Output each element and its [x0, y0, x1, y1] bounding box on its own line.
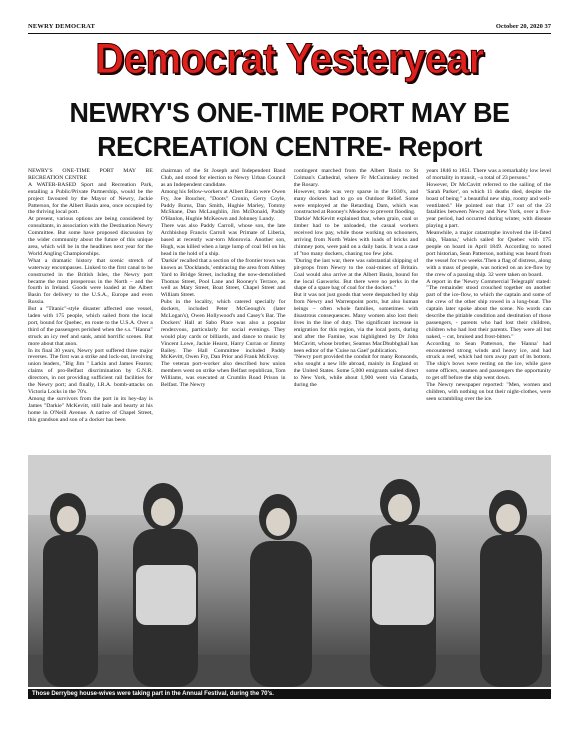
page-header — [28, 23, 551, 34]
paragraph: 'Darkie' recalled that a section of the frontier town was known as 'Docklands,' embracing the area from Abbey Yard to Bridge Street, including the now-demolished Thomas Street, Pool Lane and Rooney's Terrace, as well as Mary Street, Boat Street, Chapel Street and William Street. — [160, 257, 286, 299]
paragraph: However, trade was very sparse in the 1930's, and many dockers had to go on Outdoor Relief. Some were employed at the Retarding Dam, which was constructed at Rooney's Meadow to prevent flooding. — [293, 188, 419, 216]
paragraph: The veteran port-worker also described how union members went on strike when Belfast republican, Tom Williams, was executed at Crumlin Road Prison in Belfast. The Newry — [160, 361, 286, 389]
issue-date-page: October 20, 2020 37 — [495, 23, 551, 30]
article-headline — [28, 96, 551, 164]
paragraph: "Newry port provided the conduit for many Ronsonds, who sought a new life abroad, mainly in England or the United States. Some 5,000 emigrants sailed direct to New York, while about 1,900 went via Canada, during the — [293, 354, 419, 389]
article-column-4 — [426, 168, 551, 468]
paragraph: years 1846 to 1851. There was a remarkably low level of mortality in transit, –a total of 23 persons." — [426, 168, 551, 181]
paragraph: The Newry newspaper reported: "Men, women and children, with nothing on but their night-clothes, were seen scrambling over the ice. — [426, 382, 551, 402]
paragraph: contingent marched from the Albert Basin to St Colman's Cathedral, where Fr McCuimskey recited the Rosary. — [293, 168, 419, 188]
headline-line-1: NEWRY'S ONE-TIME PORT MAY BE — [69, 97, 510, 128]
article-body — [28, 168, 551, 468]
article-column-3 — [294, 168, 419, 468]
archive-photo — [28, 455, 551, 687]
paragraph: But it was not just goods that were despatched by ship from Newry and Warrenpoint ports, but also human beings – often whole families, sometimes with disastrous consequences. Many women also lost their lives in the line of duty. The significant increase in emigration for this region, via the local ports, during and after the Famine, was highlighted by Dr John McCavitt, whose brother, Seamus MacDhubhghail has been editor of the 'Cuise na Gael' publication. — [293, 292, 419, 354]
paragraph: However, Dr McCavitt referred to the sailing of the 'Sarah Parker', on which 11 deaths died, despite the boast of being " a beautiful new ship, roomy and well-ventilated." He pointed out that 17 out of the 23 fatalities between Newry and New York, over a five-year period, had occurred during winter, with disease playing a part. — [426, 181, 551, 230]
paragraph: chairman of the St Joseph and Independent Band Club, and stood for election to Newry Urban Council as an Independent candidate. — [160, 168, 286, 188]
paragraph: Meanwhile, a major catastrophe involved the ill-fated ship, 'Hanna,' which sailed for Quebec with 175 people on board in April 1849. According to noted port historian, Sean Patterson, nothing was heard from the vessel for two weeks.'Then a flag of distress, along with a mass of people, was noticed on an ice-flow by the crew of a passing ship. 32 were taken on board. — [426, 230, 551, 278]
paragraph: According to Sean Patterson, the 'Hanna' had encountered strong winds and heavy ice, and had struck a reef, which had torn away part of its bottom. The ship's bows were resting on the ice, while gave some officers, seamen and passengers the opportunity to get off before the ship went down. — [426, 340, 551, 382]
paragraph: There was also Paddy Carroll, whose son, the late Archbishop Francis Carroll was Primate of Liberia, based at recently war-torn Monrovia. Another son, Hugh, was killed when a large lump of coal fell on his head in the hold of a ship. — [160, 223, 286, 257]
paragraph: But a "Titanic"-style disaster affected one vessel, laden with 175 people, which sailed from the local port, bound for Quebec, en route to the U.S.A. Over a third of the passengers perished when the s.s. "Hanna" struck an icy reef and sank, amid horrific scenes. But more about that anon. — [28, 306, 153, 347]
section-banner: Democrat Yesteryear — [95, 35, 484, 83]
publication-name: NEWRY DEMOCRAT — [28, 23, 96, 30]
paragraph: In its final 30 years, Newry port suffered three major reverses. The first was a strike and lock-out, involving union leaders, "Big Jim " Larkin and James Fearon; claims of pro-Belfast discrimination by G.N.R. directors, in not providing sufficient rail facilities for the Newry port; and finally, I.R.A. bomb-attacks on Victoria Locks in the 70's. — [28, 347, 153, 395]
paragraph: Pubs in the locality, which catered specially for dockers, included Peter McGeough's (later McLogan's), Owen Hollywood's and Casey's Bar. The Dockers' Hall at Sabo Place was also a popular rendezvous, particularly for social evenings. They would play cards or billiards, and dance to music by Vincent Lowe, Jackie Hearst, Harry Curran or Jimmy Bailey. The Hall Committee included Paddy McKevitt, Owen Fry, Dan Prior and Frank McEvoy. — [160, 299, 286, 361]
photo-illustration — [28, 455, 551, 687]
photo-caption: Those Derrybeg house-wives were taking part in the Annual Festival, during the 70's. — [28, 689, 551, 699]
article-column-1 — [28, 168, 153, 468]
paragraph: At present, various options are being considered by consultants, in association with the Destination Newry Committee. But some have proposed discussion by the wider community about the future of this unique area, which will be in the headlines next year for the World Angling Championships. — [28, 216, 153, 257]
paragraph: A report in the 'Newry Commercial Telegraph' stated: "The remainder stood crouched together on another part of the ice-flow, to which the captain and some of the crew of the other ship rowed in a long-boat. The captain later spoke about the scene. No words can describe the pitiable condition and destitution of those passengers, - parents who had lost their children, children who had lost their parents. They were all but naked, – cut, bruised and frost-bitten." — [426, 278, 551, 340]
headline-line-2: RECREATION CENTRE- Report — [97, 131, 482, 162]
paragraph: NEWRY'S ONE-TIME PORT MAY BE RECREATION CENTRE — [28, 168, 153, 181]
paragraph: What a dramatic history that scenic stretch of waterway encompasses. Linked to the first canal to be constructed in the British Isles, the Newry port became the most prosperous in the North – and the fourth in Ireland. Goods were loaded at the Albert Basin for delivery to the U.S.A., Europe and even Russia. — [28, 257, 153, 306]
paragraph: A WATER-BASED Sport and Recreation Park, entailing a Public/Private Partnership, would be the project favoured by the Mayor of Newry, Jackie Patterson, for the Albert Basin area, once occupied by the thriving local port. — [28, 181, 153, 216]
article-column-2 — [161, 168, 286, 468]
paragraph: Among his fellow-workers at Albert Basin were Owen Fry, Joe Boucher, "Doots" Cronin, Gerry Coyle, Paddy Burns, Dan Smith, Hughie Marley, Tommy McShane, Dan McLaughlin, Jim McDonald, Paddy O'Hanlon, Hughie McKeown and Johnney Lundy. — [160, 188, 286, 223]
paragraph: 'Darkie' McKevitt explained that, when grain, coal or timber had to be unloaded, the casual workers received low pay, while those working on schooners, arriving from North Wales with loads of bricks and chimney pots, were paid on a daily basis. It was a case of "too many dockers, chasing too few jobs. — [293, 216, 419, 257]
paragraph: Among the survivors from the port in its hey-day is James "Darkie" McKevitt, still hale and hearty at his home in O'Neill Avenue. A native of Chapel Street, this grandson and son of a docker has been — [28, 395, 153, 423]
paragraph: "During the last war, there was substantial shipping of pit-props from Newry to the coal-mines of Britain. Coal would also arrive at the Albert Basin, bound for the local Gasworks. But there were no perks in the shape of a spare bag of coal for the dockers." — [293, 257, 419, 292]
